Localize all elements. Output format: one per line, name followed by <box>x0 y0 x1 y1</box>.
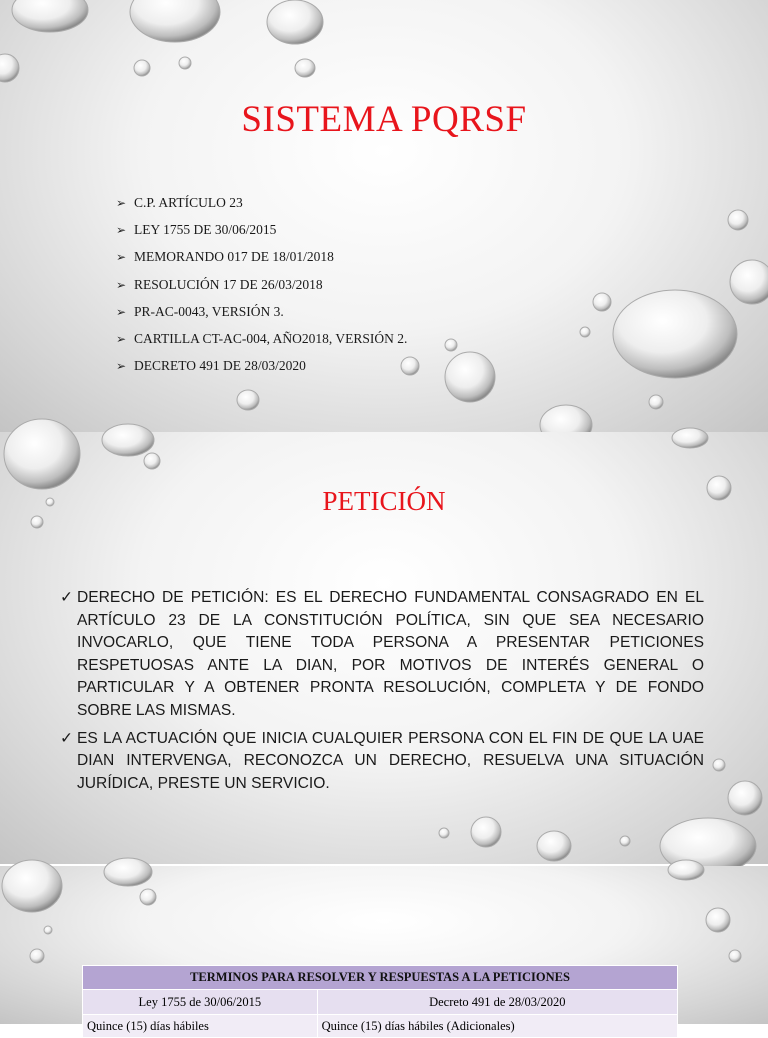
column-header: Decreto 491 de 28/03/2020 <box>317 990 677 1015</box>
arrow-bullet-icon: ➢ <box>116 277 127 292</box>
arrow-bullet-icon: ➢ <box>116 331 127 346</box>
list-item: ➢ DECRETO 491 DE 28/03/2020 <box>116 356 407 383</box>
table-cell: Quince (15) días hábiles (Adicionales) <box>317 1015 677 1038</box>
slide-peticion <box>0 432 768 864</box>
table-row <box>83 1015 678 1038</box>
list-item: ➢ C.P. ARTÍCULO 23 <box>116 193 407 220</box>
list-item: ➢ LEY 1755 DE 30/06/2015 <box>116 220 407 247</box>
arrow-bullet-icon: ➢ <box>116 304 127 319</box>
terminos-table <box>82 965 678 1038</box>
list-item: ✓ ES LA ACTUACIÓN QUE INICIA CUALQUIER PERSONA CON EL FIN DE QUE LA UAE DIAN INTERVENGA, RECONOZCA UN DERECHO, RESUELVA UNA SITUACIÓN JURÍDICA, PRESTE UN SERVICIO. <box>60 728 704 796</box>
list-item: ➢ MEMORANDO 017 DE 18/01/2018 <box>116 247 407 274</box>
arrow-bullet-icon: ➢ <box>116 250 127 265</box>
peticion-paragraphs <box>60 587 704 800</box>
check-bullet-icon: ✓ <box>60 729 74 747</box>
column-header: Ley 1755 de 30/06/2015 <box>83 990 318 1015</box>
check-bullet-icon: ✓ <box>60 589 74 606</box>
arrow-bullet-icon: ➢ <box>116 359 127 374</box>
list-item: ✓ DERECHO DE PETICIÓN: ES EL DERECHO FUNDAMENTAL CONSAGRADO EN EL ARTÍCULO 23 DE LA CONSTITUCIÓN POLÍTICA, SIN QUE SEA NECESARIO INVOCARLO, QUE TIENE TODA PERSONA A PRESENTAR PETICIONES RESPETUOSAS ANTE LA DIAN, POR MOTIVOS DE INTERÉS GENERAL O PARTICULAR Y A OBTENER PRONTA RESOLUCIÓN, COMPLETA Y DE FONDO SOBRE LAS MISMAS. <box>60 587 704 723</box>
list-item: ➢ CARTILLA CT-AC-004, AÑO2018, VERSIÓN 2. <box>116 329 407 356</box>
slide-title: PETICIÓN <box>322 486 446 516</box>
arrow-bullet-icon: ➢ <box>116 196 127 210</box>
list-item: ➢ RESOLUCIÓN 17 DE 26/03/2018 <box>116 275 407 302</box>
slide-sistema-pqrsf <box>0 0 768 432</box>
slide-title: SISTEMA PQRSF <box>241 99 527 140</box>
list-item: ➢ PR-AC-0043, VERSIÓN 3. <box>116 302 407 329</box>
table-cell: Quince (15) días hábiles <box>83 1015 318 1038</box>
slide-terminos <box>0 866 768 1033</box>
table-title: TERMINOS PARA RESOLVER Y RESPUESTAS A LA PETICIONES <box>83 966 678 990</box>
references-list <box>116 193 407 383</box>
table-header-row <box>83 990 678 1015</box>
arrow-bullet-icon: ➢ <box>116 223 127 238</box>
